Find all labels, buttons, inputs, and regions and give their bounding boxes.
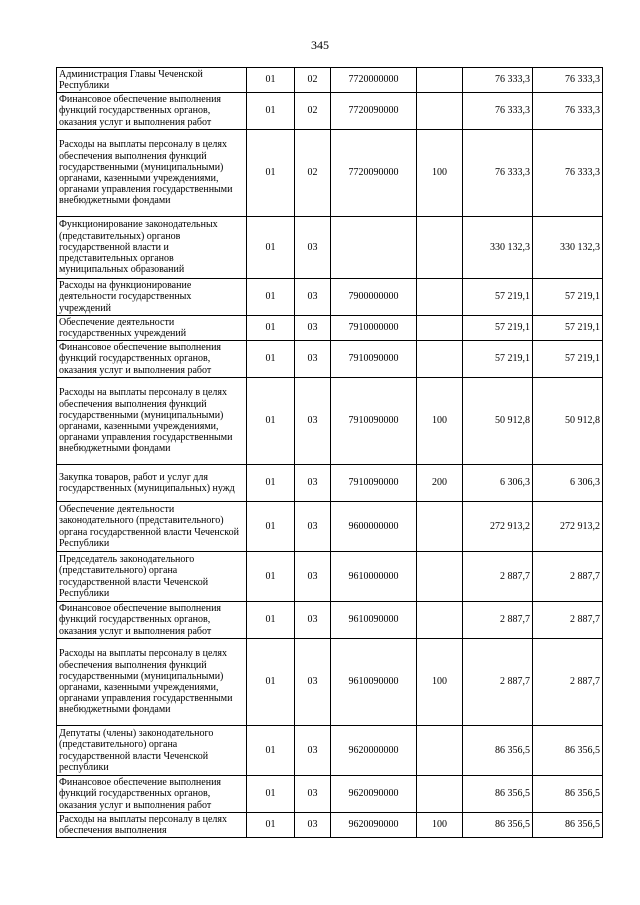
row-section: 01	[247, 279, 295, 316]
row-amount-2: 76 333,3	[533, 68, 603, 93]
row-amount-1: 86 356,5	[463, 813, 533, 838]
row-expense-type: 100	[417, 639, 463, 726]
table-row	[57, 316, 603, 341]
row-amount-2: 57 219,1	[533, 316, 603, 341]
row-name: Финансовое обеспечение выполнения функций государственных органов, оказания услуг и выполнения работ	[57, 776, 247, 813]
row-subsection: 03	[295, 341, 331, 378]
row-amount-1: 76 333,3	[463, 68, 533, 93]
row-name: Расходы на выплаты персоналу в целях обеспечения выполнения	[57, 813, 247, 838]
row-section: 01	[247, 378, 295, 465]
row-target-article: 9600000000	[331, 502, 417, 552]
table-row	[57, 776, 603, 813]
row-name: Администрация Главы Чеченской Республики	[57, 68, 247, 93]
row-amount-1: 86 356,5	[463, 726, 533, 776]
row-name: Финансовое обеспечение выполнения функций государственных органов, оказания услуг и выполнения работ	[57, 93, 247, 130]
row-amount-2: 86 356,5	[533, 813, 603, 838]
row-name: Расходы на выплаты персоналу в целях обеспечения выполнения функций государственными (муниципальными) органами, казенными учреждениями, органами управления государственными внебюджетными фондами	[57, 378, 247, 465]
table-row	[57, 378, 603, 465]
row-subsection: 02	[295, 130, 331, 217]
row-amount-2: 2 887,7	[533, 552, 603, 602]
row-expense-type: 100	[417, 813, 463, 838]
row-amount-2: 76 333,3	[533, 130, 603, 217]
row-amount-1: 57 219,1	[463, 341, 533, 378]
row-subsection: 03	[295, 552, 331, 602]
row-expense-type	[417, 68, 463, 93]
row-amount-2: 2 887,7	[533, 602, 603, 639]
row-section: 01	[247, 502, 295, 552]
row-expense-type	[417, 776, 463, 813]
row-name: Расходы на функционирование деятельности государственных учреждений	[57, 279, 247, 316]
table-row	[57, 602, 603, 639]
row-expense-type: 100	[417, 378, 463, 465]
table-row	[57, 813, 603, 838]
table-row	[57, 279, 603, 316]
row-amount-1: 86 356,5	[463, 776, 533, 813]
row-expense-type	[417, 726, 463, 776]
row-section: 01	[247, 726, 295, 776]
row-target-article: 9620090000	[331, 776, 417, 813]
row-name: Обеспечение деятельности законодательного (представительного) органа государственной власти Чеченской Республики	[57, 502, 247, 552]
row-amount-1: 57 219,1	[463, 279, 533, 316]
row-subsection: 03	[295, 465, 331, 502]
table-row	[57, 68, 603, 93]
row-amount-2: 57 219,1	[533, 279, 603, 316]
row-amount-1: 272 913,2	[463, 502, 533, 552]
table-row	[57, 465, 603, 502]
row-section: 01	[247, 639, 295, 726]
row-section: 01	[247, 93, 295, 130]
row-subsection: 03	[295, 776, 331, 813]
row-target-article: 7720000000	[331, 68, 417, 93]
row-section: 01	[247, 316, 295, 341]
row-section: 01	[247, 813, 295, 838]
table-row	[57, 502, 603, 552]
row-amount-2: 86 356,5	[533, 726, 603, 776]
row-subsection: 02	[295, 68, 331, 93]
row-name: Финансовое обеспечение выполнения функций государственных органов, оказания услуг и выполнения работ	[57, 341, 247, 378]
row-subsection: 03	[295, 378, 331, 465]
row-amount-1: 50 912,8	[463, 378, 533, 465]
row-expense-type	[417, 552, 463, 602]
table-row	[57, 93, 603, 130]
row-section: 01	[247, 602, 295, 639]
row-target-article: 9620090000	[331, 813, 417, 838]
row-amount-1: 76 333,3	[463, 130, 533, 217]
row-subsection: 03	[295, 217, 331, 279]
row-section: 01	[247, 776, 295, 813]
row-amount-1: 76 333,3	[463, 93, 533, 130]
row-target-article	[331, 217, 417, 279]
row-subsection: 03	[295, 813, 331, 838]
row-target-article: 7910090000	[331, 378, 417, 465]
row-subsection: 03	[295, 602, 331, 639]
row-target-article: 9610000000	[331, 552, 417, 602]
row-subsection: 02	[295, 93, 331, 130]
row-section: 01	[247, 217, 295, 279]
row-expense-type	[417, 93, 463, 130]
row-subsection: 03	[295, 279, 331, 316]
table-row	[57, 130, 603, 217]
budget-table	[56, 67, 603, 838]
row-section: 01	[247, 552, 295, 602]
row-amount-2: 2 887,7	[533, 639, 603, 726]
row-section: 01	[247, 465, 295, 502]
row-name: Расходы на выплаты персоналу в целях обеспечения выполнения функций государственными (муниципальными) органами, казенными учреждениями, органами управления государственными внебюджетными фондами	[57, 639, 247, 726]
table-row	[57, 639, 603, 726]
row-name: Закупка товаров, работ и услуг для государственных (муниципальных) нужд	[57, 465, 247, 502]
page-number: 345	[311, 38, 329, 52]
row-expense-type	[417, 341, 463, 378]
row-target-article: 9610090000	[331, 602, 417, 639]
row-target-article: 7910000000	[331, 316, 417, 341]
row-subsection: 03	[295, 316, 331, 341]
row-amount-1: 2 887,7	[463, 552, 533, 602]
row-amount-1: 2 887,7	[463, 639, 533, 726]
row-target-article: 7900000000	[331, 279, 417, 316]
row-expense-type	[417, 502, 463, 552]
row-target-article: 7720090000	[331, 93, 417, 130]
table-row	[57, 726, 603, 776]
row-amount-2: 50 912,8	[533, 378, 603, 465]
table-row	[57, 217, 603, 279]
row-amount-2: 330 132,3	[533, 217, 603, 279]
row-name: Депутаты (члены) законодательного (представительного) органа государственной власти Чеченской республики	[57, 726, 247, 776]
row-section: 01	[247, 68, 295, 93]
row-expense-type	[417, 316, 463, 341]
row-target-article: 7910090000	[331, 341, 417, 378]
row-name: Расходы на выплаты персоналу в целях обеспечения выполнения функций государственными (муниципальными) органами, казенными учреждениями, органами управления государственными внебюджетными фондами	[57, 130, 247, 217]
row-amount-2: 86 356,5	[533, 776, 603, 813]
row-section: 01	[247, 341, 295, 378]
row-amount-1: 2 887,7	[463, 602, 533, 639]
row-amount-2: 57 219,1	[533, 341, 603, 378]
row-name: Функционирование законодательных (представительных) органов государственной власти и представительных органов муниципальных образований	[57, 217, 247, 279]
row-amount-2: 6 306,3	[533, 465, 603, 502]
row-amount-1: 330 132,3	[463, 217, 533, 279]
row-amount-2: 272 913,2	[533, 502, 603, 552]
row-amount-2: 76 333,3	[533, 93, 603, 130]
row-name: Обеспечение деятельности государственных учреждений	[57, 316, 247, 341]
row-amount-1: 6 306,3	[463, 465, 533, 502]
row-expense-type	[417, 602, 463, 639]
row-section: 01	[247, 130, 295, 217]
table-row	[57, 341, 603, 378]
table-row	[57, 552, 603, 602]
row-target-article: 9610090000	[331, 639, 417, 726]
row-target-article: 7910090000	[331, 465, 417, 502]
row-subsection: 03	[295, 726, 331, 776]
row-amount-1: 57 219,1	[463, 316, 533, 341]
row-name: Финансовое обеспечение выполнения функций государственных органов, оказания услуг и выполнения работ	[57, 602, 247, 639]
row-subsection: 03	[295, 639, 331, 726]
row-expense-type	[417, 217, 463, 279]
row-target-article: 7720090000	[331, 130, 417, 217]
row-subsection: 03	[295, 502, 331, 552]
row-expense-type	[417, 279, 463, 316]
row-expense-type: 200	[417, 465, 463, 502]
row-target-article: 9620000000	[331, 726, 417, 776]
row-expense-type: 100	[417, 130, 463, 217]
row-name: Председатель законодательного (представительного) органа государственной власти Чеченской Республики	[57, 552, 247, 602]
